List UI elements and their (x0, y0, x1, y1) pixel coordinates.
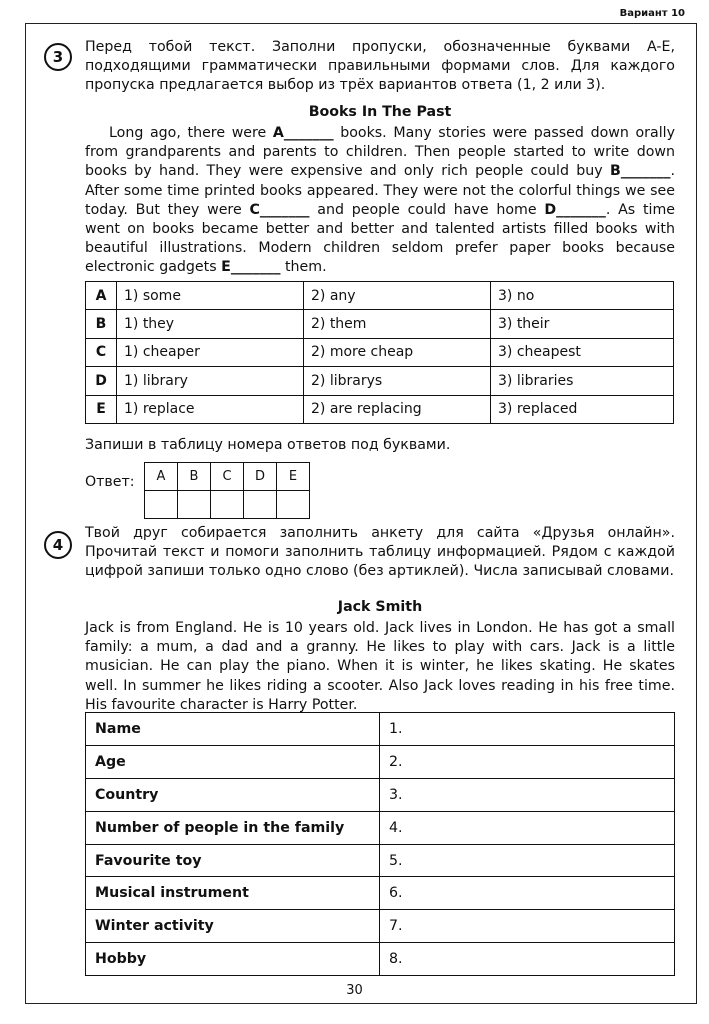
answer-grid (144, 462, 310, 519)
option-3: 3) libraries (491, 367, 674, 395)
info-answer-cell[interactable]: 6. (380, 877, 675, 910)
info-row (86, 910, 675, 943)
option-letter: C (86, 338, 117, 366)
page-number: 30 (346, 983, 363, 998)
option-letter: A (86, 282, 117, 310)
info-answer-cell[interactable]: 8. (380, 943, 675, 976)
task-4-instructions: Твой друг собирается заполнить анкету для сайта «Друзья онлайн». Прочитай текст и помоги заполнить таблицу информацией. Рядом с каждой цифрой запиши только одно слово (без артиклей). Числа записывай словами. (85, 525, 675, 580)
option-3: 3) cheapest (491, 338, 674, 366)
answer-cell[interactable] (145, 491, 178, 519)
option-2: 2) any (304, 282, 491, 310)
option-row (86, 338, 674, 366)
info-label: Musical instrument (86, 877, 380, 910)
blank-d: D_______ (544, 201, 606, 218)
option-1: 1) replace (117, 395, 304, 423)
option-letter: D (86, 367, 117, 395)
option-3: 3) replaced (491, 395, 674, 423)
answer-letter: D (244, 463, 277, 491)
info-row (86, 745, 675, 778)
option-1: 1) they (117, 310, 304, 338)
info-answer-cell[interactable]: 4. (380, 811, 675, 844)
info-label: Favourite toy (86, 844, 380, 877)
blank-a: A_______ (272, 125, 334, 141)
option-1: 1) library (117, 367, 304, 395)
option-letter: E (86, 395, 117, 423)
task-4-number: 4 (44, 531, 72, 559)
info-row (86, 713, 675, 746)
variant-label: Вариант 10 (619, 8, 685, 19)
info-row (86, 844, 675, 877)
answer-instruction: Запиши в таблицу номера ответов под буквами. (85, 437, 451, 453)
info-answer-cell[interactable]: 2. (380, 745, 675, 778)
info-label: Number of people in the family (86, 811, 380, 844)
info-answer-cell[interactable]: 5. (380, 844, 675, 877)
info-label: Hobby (86, 943, 380, 976)
answer-cell[interactable] (211, 491, 244, 519)
answer-cell[interactable] (277, 491, 310, 519)
blank-e: E_______ (221, 259, 281, 276)
answer-cell[interactable] (178, 491, 211, 519)
option-2: 2) librarys (304, 367, 491, 395)
answer-letter: A (145, 463, 178, 491)
option-3: 3) no (491, 282, 674, 310)
option-2: 2) more cheap (304, 338, 491, 366)
option-row (86, 395, 674, 423)
option-row (86, 367, 674, 395)
info-label: Country (86, 778, 380, 811)
option-1: 1) some (117, 282, 304, 310)
info-table (85, 712, 675, 976)
answer-label: Ответ: (85, 474, 135, 490)
options-table (85, 281, 674, 424)
answer-letter: E (277, 463, 310, 491)
info-row (86, 811, 675, 844)
option-1: 1) cheaper (117, 338, 304, 366)
answer-cell[interactable] (244, 491, 277, 519)
info-answer-cell[interactable]: 3. (380, 778, 675, 811)
option-row (86, 282, 674, 310)
info-answer-cell[interactable]: 7. (380, 910, 675, 943)
answer-letter: B (178, 463, 211, 491)
task-4-title: Jack Smith (337, 599, 423, 615)
task-3-number: 3 (44, 43, 72, 71)
blank-c: C_______ (249, 201, 310, 218)
info-row (86, 877, 675, 910)
info-label: Age (86, 745, 380, 778)
task-3-instructions: Перед тобой текст. Заполни пропуски, обозначенные буквами A-E, подходящими грамматически правильными формами слов. Для каждого пропуска предлагается выбор из трёх вариантов ответа (1, 2 или 3). (85, 39, 675, 94)
task-3-title: Books In The Past (308, 104, 452, 120)
option-2: 2) are replacing (304, 395, 491, 423)
task-4-text: Jack is from England. He is 10 years old. Jack lives in London. He has got a small family: a mum, a dad and a granny. He likes to play with cars. Jack is a little musician. He can play the piano. When it is winter, he likes skating. He skates well. In summer he likes riding a scooter. Also Jack loves reading in his free time. His favourite character is Harry Potter. (85, 620, 675, 713)
option-3: 3) their (491, 310, 674, 338)
info-row (86, 943, 675, 976)
info-label: Winter activity (86, 910, 380, 943)
info-label: Name (86, 713, 380, 746)
option-letter: B (86, 310, 117, 338)
answer-letter: C (211, 463, 244, 491)
option-row (86, 310, 674, 338)
blank-b: B_______ (610, 163, 671, 180)
info-answer-cell[interactable]: 1. (380, 713, 675, 746)
option-2: 2) them (304, 310, 491, 338)
task-3-text: Long ago, there were A_______ books. Many stories were passed down orally from grandparents and parents to children. Then people started to write down books by hand. They were expensive and only rich people could buy B_______. After some time printed books appeared. They were not the colorful things we see today. But they were C_______ and people could have home D_______. As time went on books became better and better and talented artists filled books with beautiful illustrations. Modern children seldom prefer paper books because electronic gadgets E_______ them. (85, 125, 676, 276)
info-row (86, 778, 675, 811)
